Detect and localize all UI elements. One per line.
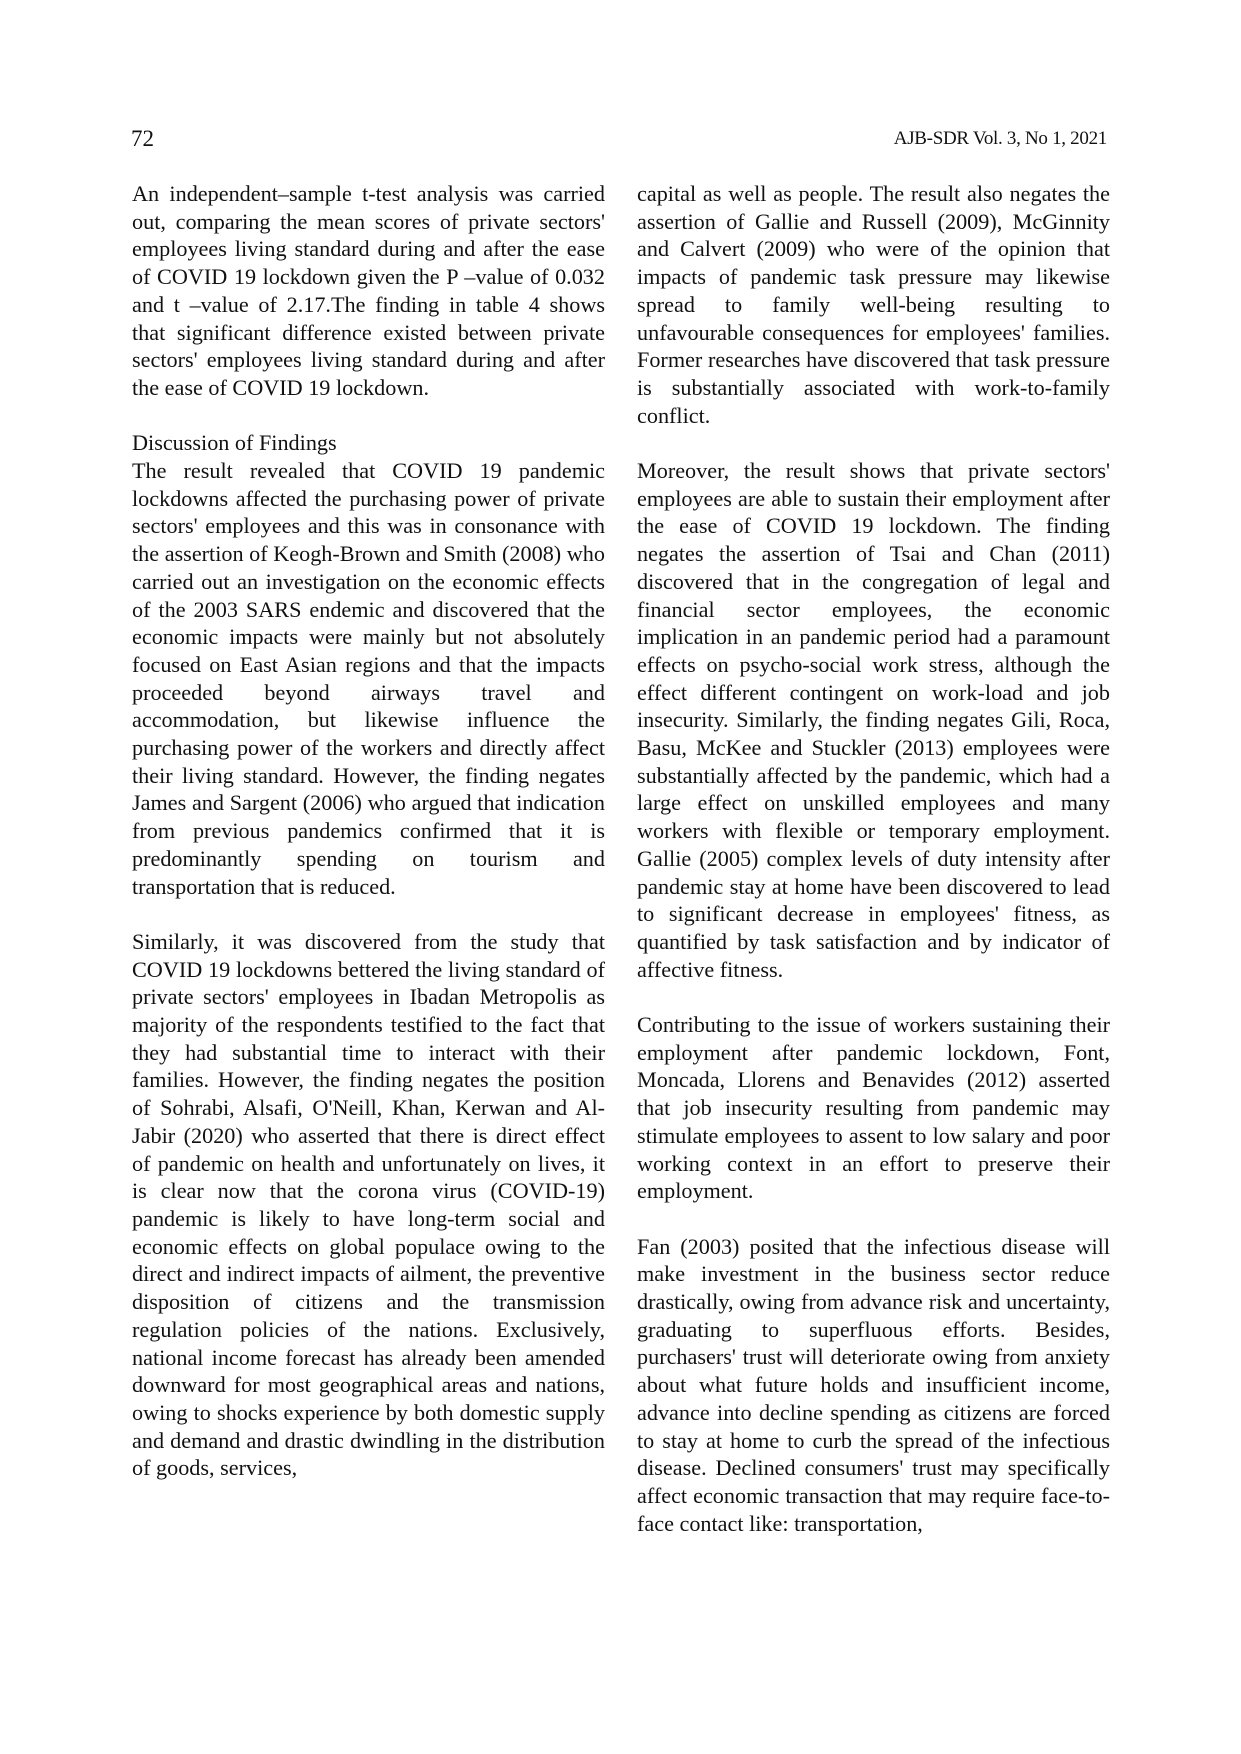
right-column [637,180,1110,1537]
paragraph-purchasing-power: The result revealed that COVID 19 pandemic lockdowns affected the purchasing power of private sectors' employees and this was in consonance with the assertion of Keogh-Brown and Smith (2008) who carried out an investigation on the economic effects of the 2003 SARS endemic and discovered that the economic impacts were mainly but not absolutely focused on East Asian regions and that the impacts proceeded beyond airways travel and accommodation, but likewise influence the purchasing power of the workers and directly affect their living standard. However, the finding negates James and Sargent (2006) who argued that indication from previous pandemics confirmed that it is predominantly spending on tourism and transportation that is reduced. [132,458,605,899]
paragraph-living-standard: Similarly, it was discovered from the study that COVID 19 lockdowns bettered the living standard of private sectors' employees in Ibadan Metropolis as majority of the respondents testified to the fact that they had substantial time to interact with their families. However, the finding negates the position of Sohrabi, Alsafi, O'Neill, Khan, Kerwan and Al-Jabir (2020) who asserted that there is direct effect of pandemic on health and unfortunately on lives, it is clear now that the corona virus (COVID-19) pandemic is likely to have long-term social and economic effects on global populace owing to the direct and indirect impacts of ailment, the preventive disposition of citizens and the transmission regulation policies of the nations. Exclusively, national income forecast has already been amended downward for most geographical areas and nations, owing to shocks experience by both domestic supply and demand and drastic dwindling in the distribution of goods, services, [132,928,605,1481]
paragraph-ttest-result: An independent–sample t-test analysis was carried out, comparing the mean scores of private sectors' employees living standard during and after the ease of COVID 19 lockdown given the P –value of 0.032 and t –value of 2.17.The finding in table 4 shows that significant difference existed between private sectors' employees living standard during and after the ease of COVID 19 lockdown. [132,181,605,400]
page-number: 72 [131,126,154,151]
paragraph-sustain-employment: Moreover, the result shows that private sectors' employees are able to sustain their employment after the ease of COVID 19 lockdown. The finding negates the assertion of Tsai and Chan (2011) discovered that in the congregation of legal and financial sector employees, the economic implication in an pandemic period had a paramount effects on psycho-social work stress, although the effect different contingent on work-load and job insecurity. Similarly, the finding negates Gili, Roca, Basu, McKee and Stuckler (2013) employees were substantially affected by the pandemic, which had a large effect on unskilled employees and many workers with flexible or temporary employment. Gallie (2005) complex levels of duty intensity after pandemic stay at home have been discovered to lead to significant decrease in employees' fitness, as quantified by task satisfaction and by indicator of affective fitness. [637,458,1110,982]
paragraph-contributing: Contributing to the issue of workers sustaining their employment after pandemic lockdown, Font, Moncada, Llorens and Benavides (2012) asserted that job insecurity resulting from pandemic may stimulate employees to assent to low salary and poor working context in an effort to preserve their employment. [637,1012,1110,1204]
section-heading-discussion: Discussion of Findings [132,430,337,456]
journal-reference: AJB-SDR Vol. 3, No 1, 2021 [893,128,1107,149]
left-column [132,180,605,1482]
page-header [131,126,1110,156]
paragraph-capital-people: capital as well as people. The result also negates the assertion of Gallie and Russell (2009), McGinnity and Calvert (2009) who were of the opinion that impacts of pandemic task pressure may likewise spread to family well-being resulting to unfavourable consequences for employees' families. Former researches have discovered that task pressure is substantially associated with work-to-family conflict. [637,181,1110,428]
paragraph-fan-2003: Fan (2003) posited that the infectious disease will make investment in the business sector reduce drastically, owing from advance risk and uncertainty, graduating to superfluous efforts. Besides, purchasers' trust will deteriorate owing from anxiety about what future holds and insufficient income, advance into decline spending as citizens are forced to stay at home to curb the spread of the infectious disease. Declined consumers' trust may specifically affect economic transaction that may require face-to-face contact like: transportation, [637,1233,1110,1536]
